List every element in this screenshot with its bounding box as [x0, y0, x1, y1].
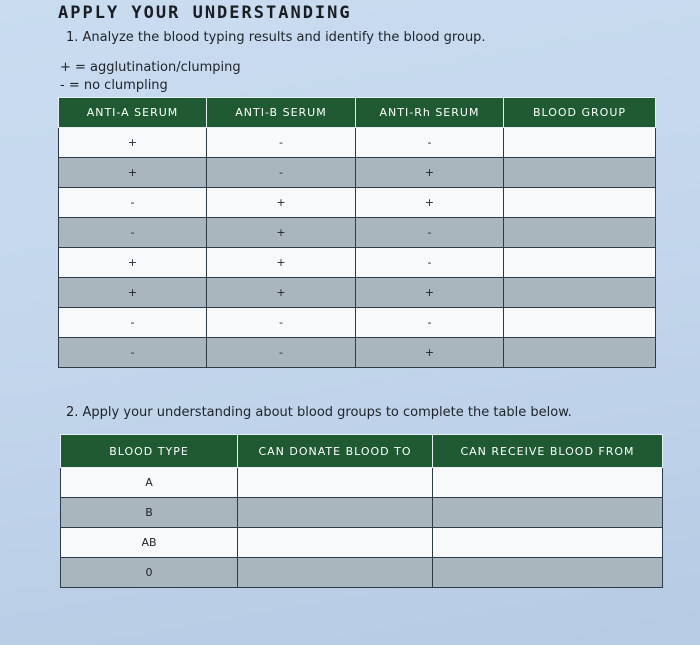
table-row: [59, 308, 656, 338]
cell-can-donate[interactable]: [238, 498, 433, 528]
cell-anti-a: -: [59, 308, 207, 338]
cell-anti-b: -: [207, 308, 356, 338]
cell-blood-type: AB: [61, 528, 238, 558]
cell-anti-a: +: [59, 248, 207, 278]
header-blood-type: BLOOD TYPE: [61, 435, 238, 468]
cell-can-receive[interactable]: [433, 528, 663, 558]
table-row: [59, 188, 656, 218]
table-row: [59, 128, 656, 158]
cell-anti-a: -: [59, 188, 207, 218]
table-row: [59, 158, 656, 188]
cell-blood-group[interactable]: [504, 128, 656, 158]
cell-blood-group[interactable]: [504, 248, 656, 278]
cell-blood-group[interactable]: [504, 308, 656, 338]
cell-can-donate[interactable]: [238, 468, 433, 498]
cell-anti-a: +: [59, 158, 207, 188]
cell-blood-group[interactable]: [504, 218, 656, 248]
question-2: 2. Apply your understanding about blood groups to complete the table below.: [66, 405, 572, 420]
header-can-donate: CAN DONATE BLOOD TO: [238, 435, 433, 468]
cell-blood-group[interactable]: [504, 278, 656, 308]
blood-typing-table: [58, 97, 656, 368]
cell-anti-b: +: [207, 218, 356, 248]
legend-plus: + = agglutination/clumping: [60, 60, 241, 75]
cell-can-donate[interactable]: [238, 558, 433, 588]
cell-anti-b: +: [207, 248, 356, 278]
cell-anti-a: -: [59, 338, 207, 368]
page-title: APPLY YOUR UNDERSTANDING: [58, 3, 352, 23]
table-header-row: [61, 435, 663, 468]
cell-can-receive[interactable]: [433, 558, 663, 588]
cell-anti-b: +: [207, 188, 356, 218]
question-1: 1. Analyze the blood typing results and identify the blood group.: [66, 30, 486, 45]
cell-anti-rh: +: [356, 188, 504, 218]
cell-anti-rh: -: [356, 308, 504, 338]
cell-blood-group[interactable]: [504, 338, 656, 368]
cell-blood-type: A: [61, 468, 238, 498]
cell-blood-group[interactable]: [504, 188, 656, 218]
table-row: [61, 468, 663, 498]
cell-anti-b: +: [207, 278, 356, 308]
header-can-receive: CAN RECEIVE BLOOD FROM: [433, 435, 663, 468]
cell-blood-type: B: [61, 498, 238, 528]
cell-anti-rh: -: [356, 218, 504, 248]
table-row: [61, 528, 663, 558]
header-anti-rh: ANTI-Rh SERUM: [356, 98, 504, 128]
cell-anti-rh: -: [356, 248, 504, 278]
blood-compatibility-table: [60, 434, 663, 588]
cell-anti-b: -: [207, 158, 356, 188]
table-row: [59, 218, 656, 248]
table-header-row: [59, 98, 656, 128]
cell-can-donate[interactable]: [238, 528, 433, 558]
table-row: [59, 248, 656, 278]
cell-can-receive[interactable]: [433, 498, 663, 528]
cell-anti-b: -: [207, 338, 356, 368]
header-anti-a: ANTI-A SERUM: [59, 98, 207, 128]
cell-blood-group[interactable]: [504, 158, 656, 188]
cell-anti-rh: +: [356, 338, 504, 368]
cell-anti-a: +: [59, 128, 207, 158]
header-anti-b: ANTI-B SERUM: [207, 98, 356, 128]
table-row: [59, 278, 656, 308]
cell-anti-rh: +: [356, 278, 504, 308]
table-row: [61, 558, 663, 588]
header-blood-group: BLOOD GROUP: [504, 98, 656, 128]
cell-anti-rh: +: [356, 158, 504, 188]
table-row: [61, 498, 663, 528]
table-row: [59, 338, 656, 368]
cell-can-receive[interactable]: [433, 468, 663, 498]
cell-blood-type: 0: [61, 558, 238, 588]
cell-anti-b: -: [207, 128, 356, 158]
cell-anti-rh: -: [356, 128, 504, 158]
cell-anti-a: -: [59, 218, 207, 248]
cell-anti-a: +: [59, 278, 207, 308]
legend-minus: - = no clumpling: [60, 78, 168, 93]
